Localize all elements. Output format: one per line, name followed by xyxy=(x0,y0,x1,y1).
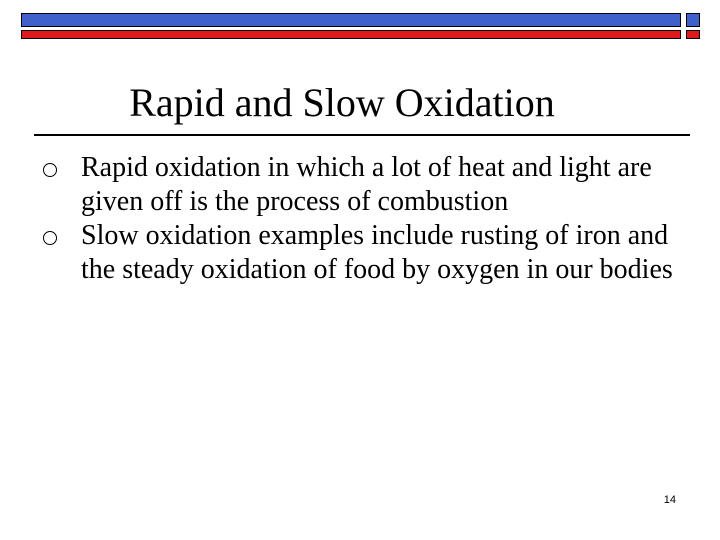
title-underline xyxy=(34,134,690,136)
header-red-square xyxy=(686,30,700,39)
bullet-text: Rapid oxidation in which a lot of heat and light are given off is the process of combustion xyxy=(81,152,652,217)
bullet-list xyxy=(34,151,674,287)
bullet-item-rapid xyxy=(34,151,674,219)
bullet-text: Slow oxidation examples include rusting of iron and the steady oxidation of food by oxygen in our bodies xyxy=(81,220,673,285)
hollow-circle-icon xyxy=(43,231,57,245)
slide-title: Rapid and Slow Oxidation xyxy=(129,80,555,125)
header-blue-square xyxy=(686,13,700,27)
header-blue-bar xyxy=(21,13,681,27)
hollow-circle-icon xyxy=(43,163,57,177)
header-red-bar xyxy=(21,30,681,39)
slide-number: 14 xyxy=(663,494,676,506)
bullet-item-slow xyxy=(34,219,674,287)
